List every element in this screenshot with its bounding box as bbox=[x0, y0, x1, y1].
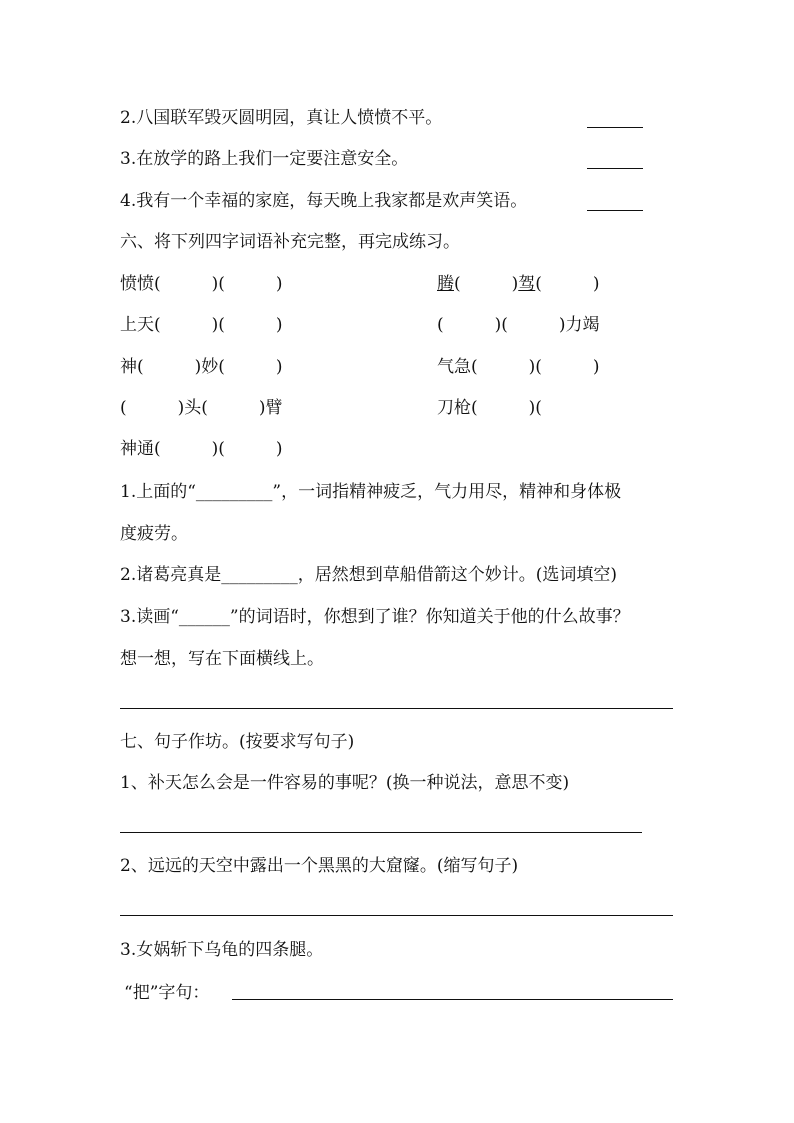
idiom-blank: ( ) bbox=[454, 274, 519, 294]
question-6-3a: 3.读画“______”的词语时，你想到了谁？你知道关于他的什么故事？ bbox=[120, 607, 630, 627]
answer-line-7-2[interactable] bbox=[120, 915, 673, 916]
idiom-left-4[interactable]: ( )头( )臂 bbox=[120, 398, 283, 418]
question-6-3b: 想一想，写在下面横线上。 bbox=[120, 649, 324, 669]
item-3: 3.在放学的路上我们一定要注意安全。 bbox=[120, 149, 409, 169]
answer-line-6-3[interactable] bbox=[120, 708, 673, 709]
idiom-right-1[interactable] bbox=[437, 273, 600, 295]
idiom-left-5[interactable]: 神通( )( ) bbox=[120, 439, 283, 459]
answer-blank-4[interactable] bbox=[587, 194, 643, 211]
question-7-2: 2、远远的天空中露出一个黑黑的大窟窿。(缩写句子) bbox=[120, 856, 519, 876]
section-6-heading: 六、将下列四字词语补充完整，再完成练习。 bbox=[120, 232, 460, 252]
answer-line-7-3[interactable] bbox=[232, 999, 673, 1000]
idiom-char-teng: 腾 bbox=[437, 274, 454, 294]
idiom-left-3[interactable]: 神( )妙( ) bbox=[120, 357, 283, 377]
question-7-3: 3.女娲斩下乌龟的四条腿。 bbox=[120, 940, 324, 960]
question-7-1: 1、补天怎么会是一件容易的事呢？(换一种说法，意思不变) bbox=[120, 773, 570, 793]
ba-sentence-label: “把”字句： bbox=[124, 983, 210, 1003]
idiom-left-1[interactable]: 愤愤( )( ) bbox=[120, 274, 283, 294]
item-4: 4.我有一个幸福的家庭，每天晚上我家都是欢声笑语。 bbox=[120, 191, 528, 211]
answer-line-7-1[interactable] bbox=[120, 832, 642, 833]
idiom-left-2[interactable]: 上天( )( ) bbox=[120, 315, 283, 335]
question-6-1a: 1.上面的“_________”，一词指精神疲乏，气力用尽，精神和身体极 bbox=[120, 482, 622, 502]
idiom-blank: ( ) bbox=[535, 274, 600, 294]
section-7-heading: 七、句子作坊。(按要求写句子) bbox=[120, 732, 355, 752]
idiom-right-2[interactable]: ( )( )力竭 bbox=[437, 315, 600, 335]
idiom-right-4[interactable]: 刀枪( )( bbox=[437, 398, 542, 418]
idiom-right-3[interactable]: 气急( )( ) bbox=[437, 357, 600, 377]
question-6-1b: 度疲劳。 bbox=[120, 524, 188, 544]
idiom-char-jia: 驾 bbox=[518, 274, 536, 294]
answer-blank-3[interactable] bbox=[587, 152, 643, 169]
question-6-2: 2.诸葛亮真是_________，居然想到草船借箭这个妙计。(选词填空) bbox=[120, 565, 617, 585]
answer-blank-2[interactable] bbox=[587, 111, 643, 128]
item-2: 2.八国联军毁灭圆明园，真让人愤愤不平。 bbox=[120, 108, 443, 128]
